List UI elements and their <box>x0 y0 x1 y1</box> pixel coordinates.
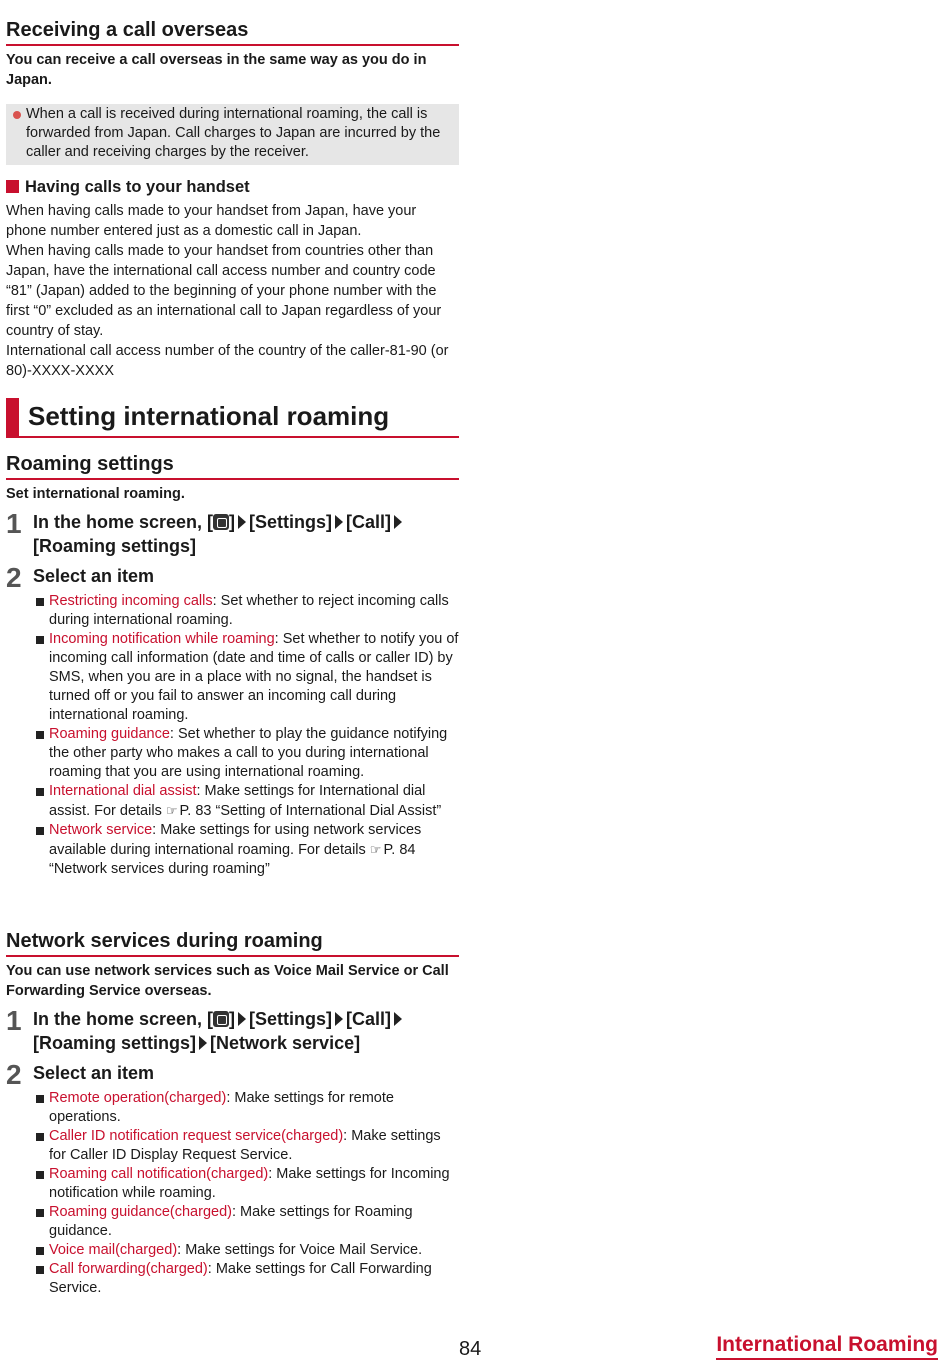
paragraph: International call access number of the country of the caller-81-90 (or 80)-XXXX-XXXX <box>6 343 449 379</box>
step-text <box>33 510 459 558</box>
step-text-part: [Settings] <box>249 512 333 532</box>
list-item <box>36 1165 459 1203</box>
item-term: Remote operation(charged) <box>49 1090 227 1106</box>
item-term: Roaming guidance(charged) <box>49 1204 232 1220</box>
paragraph: When having calls made to your handset from countries other than Japan, have the international call access number and country code “81” (Japan) added to the beginning of your phone number with the first “0” excluded as an international call to Japan regardless of your country of stay. <box>6 243 442 339</box>
step-text-part: [Roaming settings] <box>33 536 197 556</box>
triangle-right-icon <box>335 515 343 529</box>
page-number: 84 <box>459 1338 482 1360</box>
item-desc: : Make settings for Roaming guidance. <box>49 1204 413 1239</box>
step-text: Select an item <box>33 566 155 586</box>
step-2 <box>6 562 459 593</box>
section-lead: Set international roaming. <box>6 486 185 502</box>
item-desc: : Make settings for Caller ID Display Request Service. <box>49 1128 441 1163</box>
step-text-part: [Call] <box>346 1009 392 1029</box>
heading-bar <box>6 398 19 436</box>
step-text <box>33 1007 459 1055</box>
step-text: Select an item <box>33 1063 155 1083</box>
section-title: Roaming settings <box>6 452 459 480</box>
list-item <box>36 1089 459 1127</box>
step-number: 1 <box>6 508 22 539</box>
square-bullet-icon <box>36 1133 44 1141</box>
step-number: 1 <box>6 1005 22 1036</box>
step-text-part: In the home screen, [ <box>33 1009 214 1029</box>
list-item <box>36 1260 459 1298</box>
list-item <box>36 1127 459 1165</box>
pointing-hand-icon: ☞ <box>165 803 178 818</box>
apps-menu-icon <box>213 1011 229 1027</box>
subheading <box>6 177 459 197</box>
square-bullet-icon <box>36 788 44 796</box>
note-bullet-icon <box>13 111 21 119</box>
square-bullet-icon <box>36 827 44 835</box>
list-item <box>36 821 459 879</box>
step-text-part: ] <box>229 1009 236 1029</box>
section-title: Network services during roaming <box>6 929 459 957</box>
section-lead: You can use network services such as Voice Mail Service or Call Forwarding Service overseas. <box>6 963 449 999</box>
item-term: Caller ID notification request service(charged) <box>49 1128 344 1144</box>
list-item <box>36 782 459 821</box>
item-term: International dial assist <box>49 783 197 799</box>
page-reference-link[interactable]: P. 83 “Setting of International Dial Assist” <box>179 803 442 819</box>
item-desc: : Make settings for Voice Mail Service. <box>177 1242 423 1258</box>
triangle-right-icon <box>238 515 246 529</box>
step-1 <box>6 510 459 558</box>
item-desc: : Set whether to reject incoming calls during international roaming. <box>49 593 449 628</box>
item-desc: : Make settings for Incoming notification while roaming. <box>49 1166 450 1201</box>
subheading-text: Having calls to your handset <box>25 178 250 196</box>
item-term: Roaming call notification(charged) <box>49 1166 269 1182</box>
item-term: Restricting incoming calls <box>49 593 213 609</box>
item-term: Network service <box>49 822 153 838</box>
step-text-part: ] <box>229 512 236 532</box>
step-text-part: [Call] <box>346 512 392 532</box>
list-item <box>36 630 459 725</box>
step-text-part: In the home screen, [ <box>33 512 214 532</box>
note-box <box>6 104 459 165</box>
list-item <box>36 1241 459 1260</box>
apps-menu-icon <box>213 514 229 530</box>
square-bullet-icon <box>36 598 44 606</box>
square-bullet-icon <box>36 1209 44 1217</box>
section-network-services <box>6 929 459 1298</box>
item-desc: : Make settings for Call Forwarding Service. <box>49 1261 432 1296</box>
step-text-part: [Network service] <box>210 1033 361 1053</box>
square-bullet-icon <box>36 1095 44 1103</box>
item-term: Incoming notification while roaming <box>49 631 275 647</box>
item-desc: : Make settings for International dial assist. For details <box>49 783 426 819</box>
step-text-part: [Settings] <box>249 1009 333 1029</box>
square-bullet-icon <box>36 1266 44 1274</box>
note-text: When a call is received during international roaming, the call is forwarded from Japan. Call charges to Japan are incurred by the caller and receiving charges by the receiver. <box>26 106 441 160</box>
step-number: 2 <box>6 1059 22 1090</box>
chapter-heading <box>6 398 459 438</box>
chapter-heading-text: Setting international roaming <box>28 401 390 431</box>
item-term: Call forwarding(charged) <box>49 1261 208 1277</box>
list-item <box>36 592 459 630</box>
triangle-right-icon <box>238 1012 246 1026</box>
paragraph: When having calls made to your handset from Japan, have your phone number entered just as a domestic call in Japan. <box>6 203 417 239</box>
item-list <box>36 1089 459 1298</box>
page-reference-link[interactable]: P. 84 “Network services during roaming” <box>49 842 416 877</box>
triangle-right-icon <box>394 1012 402 1026</box>
step-1 <box>6 1007 459 1055</box>
section-roaming-settings <box>6 452 459 879</box>
triangle-right-icon <box>394 515 402 529</box>
triangle-right-icon <box>335 1012 343 1026</box>
square-bullet-icon <box>36 731 44 739</box>
square-bullet-icon <box>36 1171 44 1179</box>
item-desc: : Set whether to notify you of incoming call information (date and time of calls or caller ID) by SMS, when you are in a place with no signal, the handset is turned off or you fail to answer an incoming call during international roaming. <box>49 631 459 723</box>
item-term: Roaming guidance <box>49 726 170 742</box>
list-item <box>36 725 459 782</box>
list-item <box>36 1203 459 1241</box>
square-bullet-icon <box>36 1247 44 1255</box>
item-list <box>36 592 459 879</box>
section-receiving-call <box>6 18 459 381</box>
square-bullet-icon <box>6 180 19 193</box>
step-text-part: [Roaming settings] <box>33 1033 197 1053</box>
step-number: 2 <box>6 562 22 593</box>
square-bullet-icon <box>36 636 44 644</box>
section-lead: You can receive a call overseas in the same way as you do in Japan. <box>6 52 427 88</box>
section-title: Receiving a call overseas <box>6 18 459 46</box>
pointing-hand-icon: ☞ <box>369 842 382 857</box>
step-2 <box>6 1059 459 1090</box>
chapter-title: International Roaming <box>716 1332 938 1360</box>
triangle-right-icon <box>199 1036 207 1050</box>
item-desc: : Make settings for remote operations. <box>49 1090 394 1125</box>
item-term: Voice mail(charged) <box>49 1242 178 1258</box>
item-desc: : Set whether to play the guidance notifying the other party who makes a call to you during international roaming that you are using international roaming. <box>49 726 448 780</box>
item-desc: : Make settings for using network services available during international roaming. For details <box>49 822 422 858</box>
